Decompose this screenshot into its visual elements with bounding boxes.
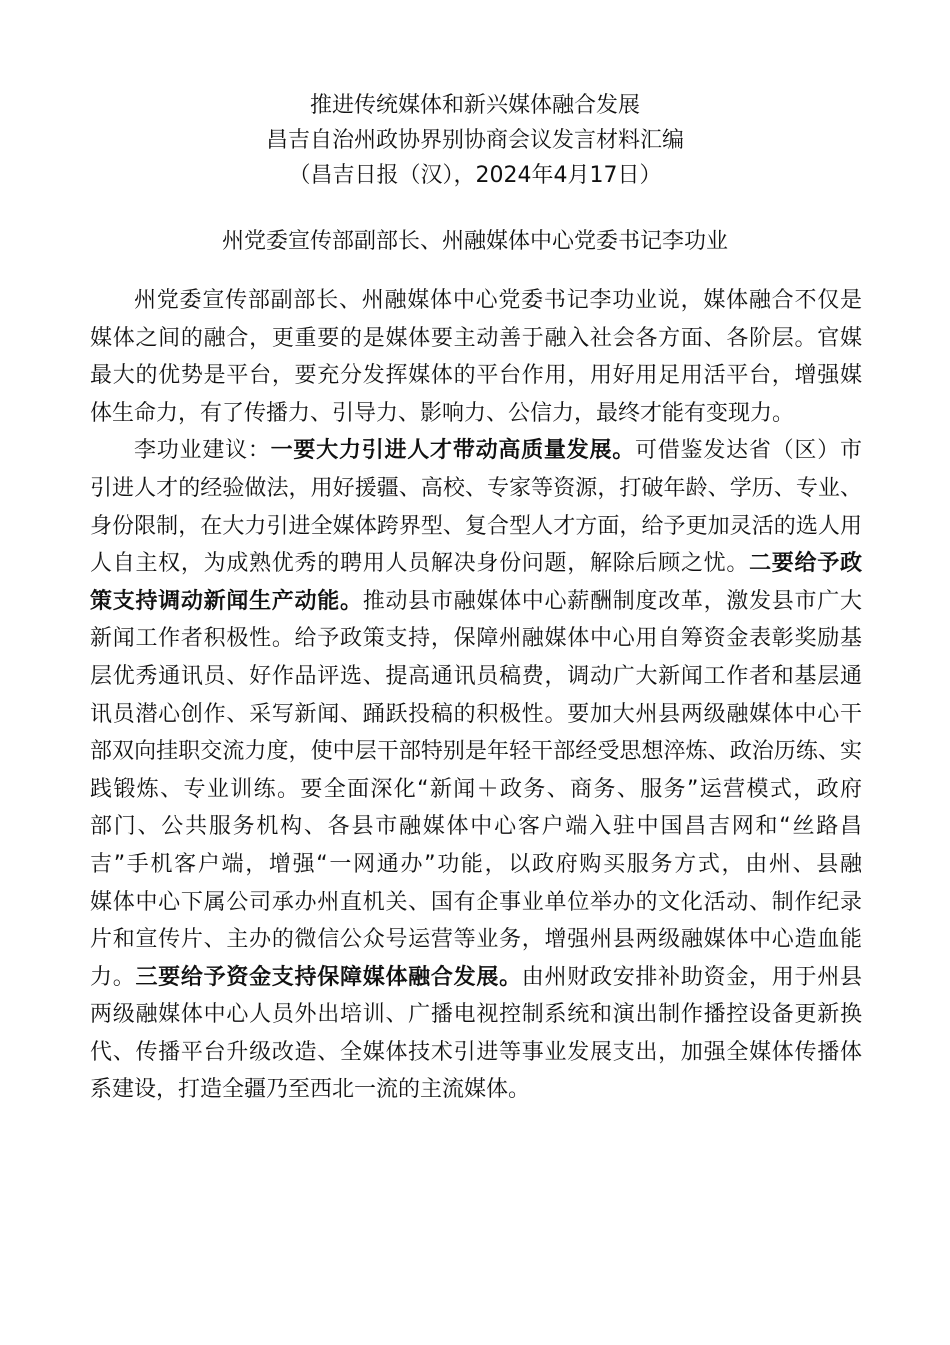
- suggestion-lead: 李功业建议：: [134, 438, 271, 464]
- title-line-1: 推进传统媒体和新兴媒体融合发展: [309, 93, 640, 118]
- paragraph2-line: 媒体中心下属公司承办州直机关、国有企事业单位举办的文化活动、制作纪录: [90, 889, 862, 915]
- document-body: [90, 282, 862, 1109]
- paragraph1-line: 媒体之间的融合，更重要的是媒体要主动善于融入社会各方面、各阶层。官媒: [90, 325, 862, 351]
- suggestion-point-2-start: 二要给予政: [749, 551, 862, 577]
- suggestion-point-2-end: 策支持调动新闻生产动能。: [90, 588, 363, 614]
- paragraph2-text: 人自主权，为成熟优秀的聘用人员解决身份问题，解除后顾之忧。: [90, 551, 750, 577]
- paragraph2-line: 新闻工作者积极性。给予政策支持，保障州融媒体中心用自筹资金表彰奖励基: [90, 626, 862, 652]
- paragraph2-text: 可借鉴发达省（区）市: [635, 438, 862, 464]
- paragraph2-line: [90, 432, 862, 470]
- source-line: （昌吉日报（汉），2024年4月17日）: [288, 163, 662, 188]
- paragraph2-line: 身份限制，在大力引进全媒体跨界型、复合型人才方面，给予更加灵活的选人用: [90, 513, 862, 539]
- paragraph2-line: 部双向挂职交流力度，使中层干部特别是年轻干部经受思想淬炼、政治历练、实: [90, 739, 862, 765]
- document-header: [0, 88, 950, 193]
- paragraph1-line: 最大的优势是平台，要充分发挥媒体的平台作用，用好用足用活平台，增强媒: [90, 363, 862, 389]
- paragraph2-line: 部门、公共服务机构、各县市融媒体中心客户端入驻中国昌吉网和“丝路昌: [90, 814, 862, 840]
- speaker-byline: 州党委宣传部副部长、州融媒体中心党委书记李功业: [221, 229, 728, 254]
- paragraph2-line: 吉”手机客户端，增强“一网通办”功能，以政府购买服务方式，由州、县融: [90, 851, 862, 877]
- paragraph1-line: 体生命力，有了传播力、引导力、影响力、公信力，最终才能有变现力。: [90, 400, 795, 426]
- paragraph2-line: 代、传播平台升级改造、全媒体技术引进等事业发展支出，加强全媒体传播体: [90, 1039, 862, 1065]
- suggestion-point-3: 三要给予资金支持保障媒体融合发展。: [135, 964, 522, 990]
- paragraph2-text: 由州财政安排补助资金，用于州县: [521, 964, 862, 990]
- paragraph1-line: 州党委宣传部副部长、州融媒体中心党委书记李功业说，媒体融合不仅是: [134, 288, 862, 313]
- suggestion-point-1: 一要大力引进人才带动高质量发展。: [270, 438, 636, 464]
- paragraph2-line: 讯员潜心创作、采写新闻、踊跃投稿的积极性。要加大州县两级融媒体中心干: [90, 701, 862, 727]
- paragraph2-line: 引进人才的经验做法，用好援疆、高校、专家等资源，打破年龄、学历、专业、: [90, 475, 862, 501]
- paragraph2-line: 践锻炼、专业训练。要全面深化“新闻＋政务、商务、服务”运营模式，政府: [90, 776, 862, 802]
- paragraph2-line: 片和宣传片、主办的微信公众号运营等业务，增强州县两级融媒体中心造血能: [90, 927, 862, 953]
- paragraph2-text: 推动县市融媒体中心薪酬制度改革，激发县市广大: [362, 588, 862, 614]
- paragraph2-line: 两级融媒体中心人员外出培训、广播电视控制系统和演出制作播控设备更新换: [90, 1002, 862, 1028]
- paragraph2-line: [90, 583, 862, 621]
- paragraph2-line: [90, 959, 862, 997]
- paragraph2-line: 层优秀通讯员、好作品评选、提高通讯员稿费，调动广大新闻工作者和基层通: [90, 663, 862, 689]
- paragraph2-line: [90, 545, 862, 583]
- paragraph2-line: 系建设，打造全疆乃至西北一流的主流媒体。: [90, 1077, 531, 1103]
- paragraph2-text: 力。: [90, 964, 136, 990]
- title-line-2: 昌吉自治州政协界别协商会议发言材料汇编: [265, 128, 684, 153]
